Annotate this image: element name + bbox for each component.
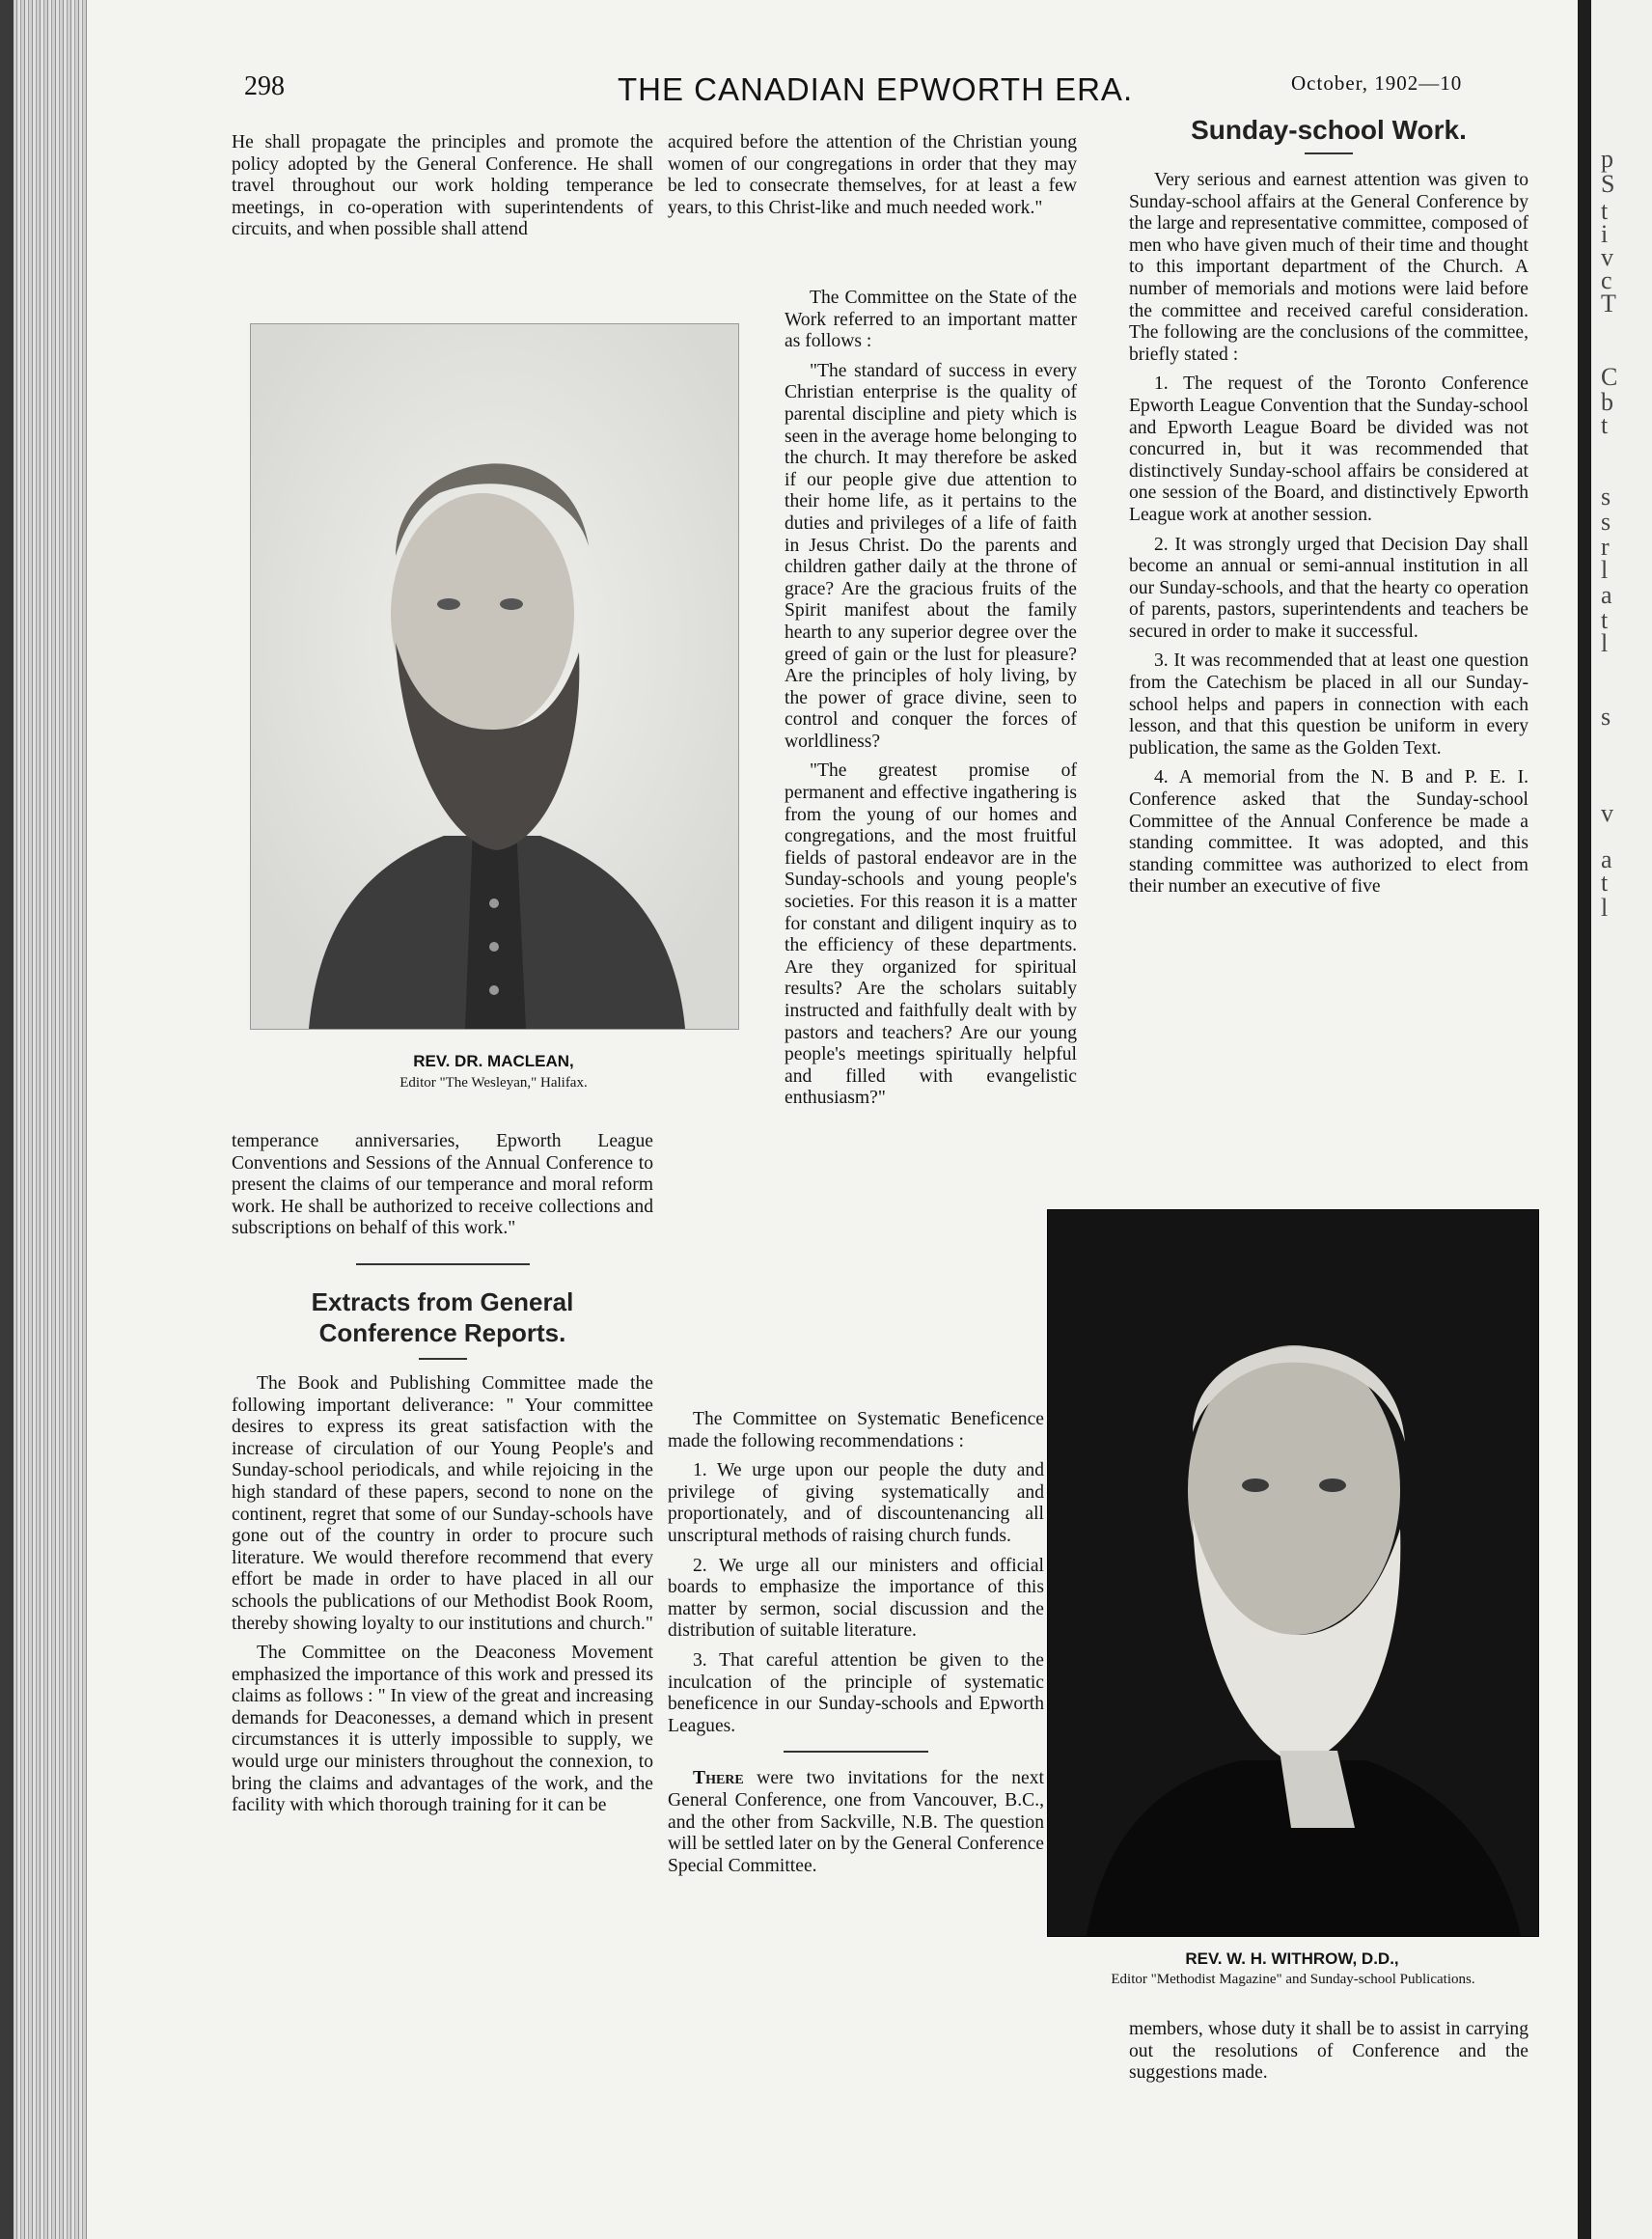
gutter [1578, 0, 1591, 2239]
page-number: 298 [244, 71, 285, 101]
next-page-fragment: v [1601, 243, 1613, 271]
paragraph: 2. We urge all our ministers and official boards to emphasize the importance of this matter by sermon, social discussion and the distribution of suitable literature. [668, 1555, 1044, 1642]
next-page-fragment: b [1601, 388, 1613, 416]
paragraph: The Book and Publishing Committee made the following important deliverance: " Your committee desires to express its great satisfaction with the increase of circulation of our Young People's and Sunday-school periodicals, and while rejoicing in the high standard of these papers, second to none on the continent, regret that some of our Sunday-schools have gone out of the country in order to procure such literature. We would therefore recommend that every effort be made in order to have placed in all our schools the publications of our Methodist Book Room, thereby showing loyalty to our institutions and church." [232, 1372, 653, 1634]
next-page-fragment: l [1601, 556, 1609, 584]
paragraph: 3. That careful attention be given to the inculcation of the principle of systematic beneficence in our Sunday-schools and Epworth Leagues. [668, 1649, 1044, 1736]
next-page-fragment: r [1601, 533, 1610, 561]
paragraph: The Committee on the State of the Work referred to an important matter as follows : [785, 288, 1077, 352]
heading-rule [419, 1358, 467, 1360]
column-b-narrow [785, 288, 1077, 1118]
next-page-fragment: l [1601, 894, 1609, 922]
paragraph: acquired before the attention of the Christian young women of our congregations in order that they may be led to consecrate themselves, for at least a few years, to this Christ-like and much needed work." [668, 132, 1077, 218]
portrait-withrow-name: REV. W. H. WITHROW, D.D., [1185, 1949, 1399, 1968]
next-page-fragment: a [1601, 845, 1612, 873]
lead-word: There [693, 1768, 744, 1789]
next-page-fragment: l [1601, 629, 1609, 657]
portrait-maclean-caption: Editor "The Wesleyan," Halifax. [399, 1075, 588, 1091]
next-page-fragment: i [1601, 220, 1609, 248]
section-heading: Sunday-school Work. [1191, 115, 1467, 145]
next-page-fragment: v [1601, 799, 1613, 827]
column-a-lower [232, 1131, 653, 1825]
next-page-fragment: t [1601, 411, 1609, 439]
paragraph: members, whose duty it shall be to assist in carrying out the resolutions of Conference and the suggestions made. [1129, 2019, 1528, 2084]
next-page-edge [1591, 0, 1652, 2239]
next-page-fragment: C [1601, 363, 1618, 391]
section-rule [356, 1263, 530, 1265]
portrait-withrow [1047, 1209, 1539, 1937]
paragraph: 4. A memorial from the N. B and P. E. I. Conference asked that the Sunday-school Committee of the Annual Conference be made a standing committee. It was adopted, and this standing committee was authorized to elect from their number an executive of five [1129, 767, 1528, 898]
paragraph: 1. The request of the Toronto Conference Epworth League Convention that the Sunday-school and Epworth League Board be divided was not concurred in, but it was recommended that distinctively Sunday-school affairs be considered at one session of the Board, and distinctively Epworth League work at another session. [1129, 373, 1528, 525]
next-page-fragment: c [1601, 266, 1612, 294]
next-page-fragment: s [1601, 508, 1611, 536]
section-heading: Extracts from General Conference Reports. [311, 1286, 574, 1347]
paragraph [668, 1768, 1044, 1877]
next-page-fragment: t [1601, 869, 1609, 897]
next-page-fragment: t [1601, 606, 1609, 634]
column-c-top [1129, 114, 1528, 906]
next-page-fragment: t [1601, 197, 1609, 225]
column-b-top [668, 132, 1077, 227]
next-page-fragment: p [1601, 145, 1613, 173]
paragraph: temperance anniversaries, Epworth League Conventions and Sessions of the Annual Conference to present the claims of our temperance and moral reform work. He shall be authorized to receive collections and subscriptions on behalf of this work." [232, 1131, 653, 1239]
section-rule [784, 1751, 928, 1753]
paragraph: "The standard of success in every Christian enterprise is the quality of parental discipline and piety which is seen in the average home belonging to the church. It may therefore be asked if our people give due attention to their home life, as it pertains to the duties and privileges of a life of faith in Jesus Christ. Do the parents and children gather daily at the throne of grace? Are the gracious fruits of the Spirit manifest about the family hearth to any superior degree over the greed of gain or the lust for pleasure? Are the principles of holy living, by the power of grace divine, seen to control and conquer the forces of worldliness? [785, 360, 1077, 752]
next-page-fragment: a [1601, 581, 1612, 609]
portrait-maclean [250, 323, 739, 1030]
column-b-lower [668, 1409, 1044, 1885]
paragraph: The Committee on the Deaconess Movement emphasized the importance of this work and pressed its claims as follows : " In view of the great and increasing demands for Deaconesses, a demand which in present circumstances it is utterly impossible to supply, we would urge our ministers throughout the connexion, to bring the claims and advantages of the work, and the facility with which thorough training for it can be [232, 1643, 653, 1816]
journal-title: THE CANADIAN EPWORTH ERA. [618, 71, 1134, 107]
next-page-fragment: s [1601, 483, 1611, 511]
next-page-fragment: T [1601, 290, 1616, 318]
portrait-withrow-photo [1048, 1210, 1538, 1936]
paragraph: The Committee on Systematic Beneficence made the following recommendations : [668, 1409, 1044, 1451]
paragraph: "The greatest promise of permanent and effective ingathering is from the young of our homes and congregations, and the most fruitful fields of pastoral endeavor are in the Sunday-schools and young people's societies. For this reason it is a matter for constant and diligent inquiry as to the efficiency of these departments. Are they organized for spiritual results? Are the scholars suitably instructed and faithfully dealt with by pastors and teachers? Are our young people's meetings spiritually helpful and filled with evangelistic enthusiasm?" [785, 760, 1077, 1109]
paragraph: Very serious and earnest attention was given to Sunday-school affairs at the General Conference by the large and representative committee, composed of men who have given much of their time and thought to this important department of the Church. A number of memorials and motions were laid before the committee and received careful consideration. The following are the conclusions of the committee, briefly stated : [1129, 170, 1528, 365]
column-c-bottom [1129, 2019, 1528, 2092]
column-a-top [232, 132, 653, 249]
paragraph: 1. We urge upon our people the duty and privilege of giving systematically and proportionately, and of discountenancing all unscriptural methods of raising church funds. [668, 1460, 1044, 1546]
paragraph-text: were two invitations for the next General Conference, one from Vancouver, B.C., and the other from Sackville, N.B. The question will be settled later on by the General Conference Special Committee. [668, 1768, 1044, 1876]
paragraph: He shall propagate the principles and promote the policy adopted by the General Conference. He shall travel throughout our work holding temperance meetings, in co-operation with superintendents of circuits, and when possible shall attend [232, 132, 653, 240]
issue-date: October, 1902—10 [1291, 71, 1463, 95]
book-binding [0, 0, 14, 2239]
portrait-maclean-name: REV. DR. MACLEAN, [413, 1052, 574, 1070]
heading-rule [1305, 152, 1353, 154]
paragraph: 3. It was recommended that at least one question from the Catechism be placed in all our Sunday-school helps and papers in connection with each lesson, and that this question be uniform in every publication, the same as the Golden Text. [1129, 650, 1528, 759]
page-edges [14, 0, 87, 2239]
next-page-fragment: S [1601, 170, 1615, 198]
next-page-fragment: s [1601, 703, 1611, 731]
portrait-withrow-caption: Editor "Methodist Magazine" and Sunday-school Publications. [1111, 1972, 1475, 1987]
paragraph: 2. It was strongly urged that Decision Day shall become an annual or semi-annual institution in all our Sunday-schools, and that the hearty co operation of parents, pastors, superintendents and teachers be secured in order to make it successful. [1129, 534, 1528, 642]
portrait-maclean-photo [251, 324, 738, 1029]
